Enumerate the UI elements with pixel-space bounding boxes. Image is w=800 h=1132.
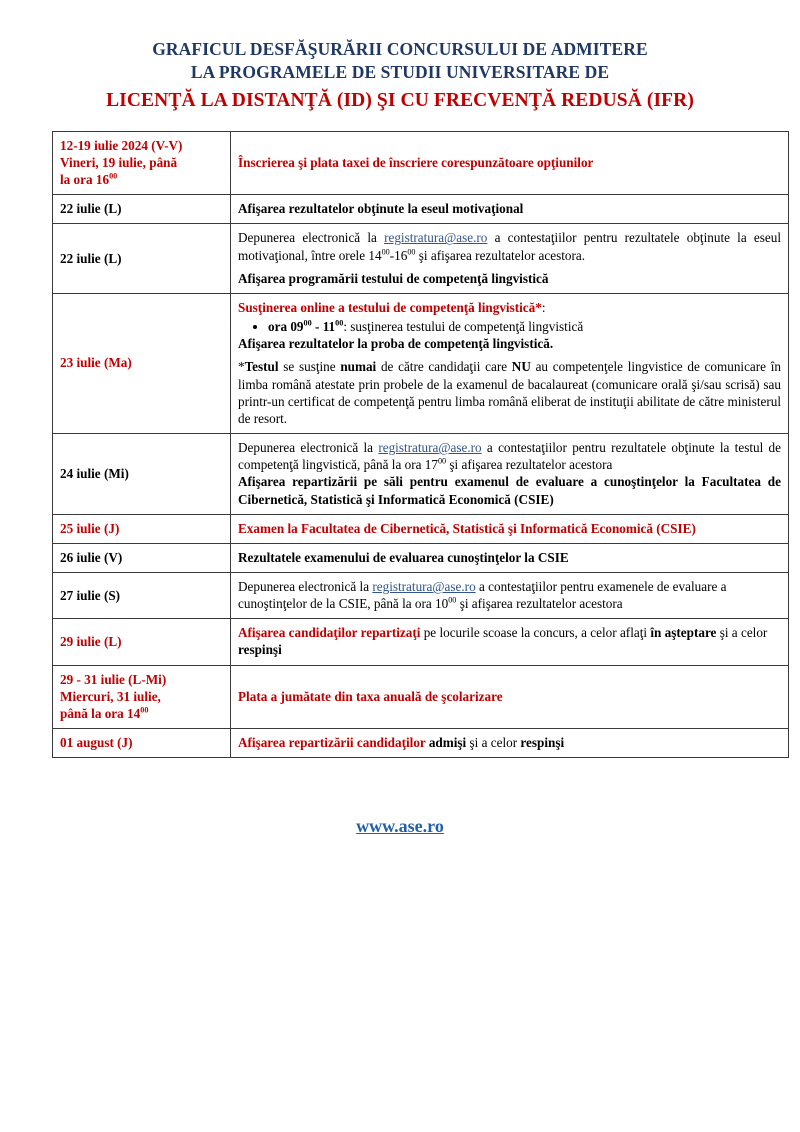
email-link[interactable]: registratura@ase.ro [372,578,476,594]
desc-paragraph: Afişarea repartizării candidaţilor admişi şi a celor respinşi [238,735,565,751]
row-date-cell: 27 iulie (S) [53,572,231,618]
desc-paragraph: Afişarea programării testului de competenţă lingvistică [238,270,549,286]
footer [0,816,800,837]
desc-paragraph: Rezultatele examenului de evaluarea cunoştinţelor la CSIE [238,549,569,565]
title-line-2: LA PROGRAMELE DE STUDII UNIVERSITARE DE [190,61,610,82]
desc-paragraph: Afişarea rezultatelor la proba de competenţă lingvistică. [238,336,554,352]
row-desc-cell [231,619,789,665]
row-date-cell: 26 iulie (V) [53,543,231,572]
time-superscript: 00 [303,318,312,328]
table-row [53,224,789,293]
desc-paragraph: *Testul se susţine numai de către candidaţii care NU au competenţele lingvistice de comunicare în limba română atestate prin probele de la examenul de bacalaureat (comunicare orală şi/sau scrisă) sau printr-un certificat de competenţă pentru limba română eliberat de instituţii abilitate de către ministerul de resort. [238,359,782,426]
row-date-cell: 23 iulie (Ma) [53,293,231,433]
table-row [53,293,789,433]
date-line: până la ora $14^{00}$ [60,705,149,721]
row-date-cell: 24 iulie (Mi) [53,434,231,515]
time-superscript: 00 [140,705,149,715]
time-superscript: 00 [407,247,416,257]
time-superscript: 00 [109,171,118,181]
time-superscript: 00 [335,318,344,328]
row-desc-cell [231,514,789,543]
row-date-cell: 25 iulie (J) [53,514,231,543]
row-desc-cell [231,665,789,728]
date-line: la ora $16^{00}$ [60,171,118,188]
table-row [53,729,789,758]
row-desc-cell [231,572,789,618]
row-desc-cell [231,434,789,515]
email-link[interactable]: registratura@ase.ro [378,440,482,456]
row-desc-cell [231,729,789,758]
website-link[interactable]: www.ase.ro [356,816,444,837]
row-date-cell [53,131,231,194]
bullet-list [238,318,781,335]
table-row [53,131,789,194]
title-line-3: LICENŢĂ LA DISTANŢĂ (ID) ŞI CU FRECVENŢĂ REDUSĂ (IFR) [106,89,694,111]
desc-paragraph: Afişarea rezultatelor obţinute la eseul motivaţional [238,201,524,217]
row-desc-cell [231,195,789,224]
desc-paragraph: Afişarea candidaţilor repartizaţi pe locurile scoase la concurs, a celor aflaţi în aşteptare şi a celor respinşi [238,625,768,658]
desc-paragraph: Depunerea electronică la registratura@ase.ro a contestaţiilor pentru examenele de evaluare a cunoştinţelor de la CSIE, până la ora $10^{00}$ şi afişarea rezultatelor acestora [238,578,727,612]
row-desc-cell [231,293,789,433]
desc-paragraph: Plata a jumătate din taxa anuală de şcolarizare [238,688,503,704]
row-desc-cell [231,224,789,293]
table-row [53,572,789,618]
row-date-cell [53,665,231,728]
desc-paragraph: Examen la Facultatea de Cibernetică, Statistică şi Informatică Economică (CSIE) [238,520,696,536]
table-row [53,195,789,224]
email-link[interactable]: registratura@ase.ro [384,230,488,246]
table-row [53,665,789,728]
time-superscript: 00 [437,456,447,466]
date-line: 29 - 31 iulie (L-Mi) [60,671,167,687]
row-date-cell: 29 iulie (L) [53,619,231,665]
date-line: 12-19 iulie 2024 (V-V) [60,137,183,153]
time-superscript: 00 [448,595,457,605]
row-date-cell: 22 iulie (L) [53,195,231,224]
admission-schedule-table [52,131,789,758]
table-row [53,619,789,665]
date-line: Vineri, 19 iulie, până [60,155,178,170]
desc-paragraph: Depunerea electronică la registratura@ase.ro a contestaţiilor pentru rezultatele obţinute la eseul motivaţional, între orele $14^{00}-16^{00}$ şi afişarea rezultatelor acestora. [238,230,781,263]
desc-paragraph: Înscrierea şi plata taxei de înscriere corespunzătoare opţiunilor [238,155,594,170]
list-item: • ora $09^{00} - 11^{00}$: susţinerea testului de competenţă lingvistică [268,318,781,335]
table-row [53,543,789,572]
title-line-1: GRAFICUL DESFĂŞURĂRII CONCURSULUI DE ADMITERE [152,39,648,59]
row-date-cell: 01 august (J) [53,729,231,758]
row-date-cell: 22 iulie (L) [53,224,231,293]
row-desc-cell [231,543,789,572]
date-line: Miercuri, 31 iulie, [60,688,161,704]
page-title [0,0,800,113]
table-row [53,514,789,543]
desc-paragraph: Afişarea repartizării pe săli pentru examenul de evaluare a cunoştinţelor la Facultatea de Cibernetică, Statistică şi Informatică Economică (CSIE) [238,474,781,507]
row-desc-cell [231,131,789,194]
desc-paragraph: Susţinerea online a testului de competenţă lingvistică*: [238,299,546,315]
desc-paragraph: Depunerea electronică la registratura@ase.ro a contestaţiilor pentru rezultatele obţinute la testul de competenţă lingvistică, până la ora $17^{00}$ şi afişarea rezultatelor acestora [238,440,781,473]
time-superscript: 00 [381,247,390,257]
table-row [53,434,789,515]
